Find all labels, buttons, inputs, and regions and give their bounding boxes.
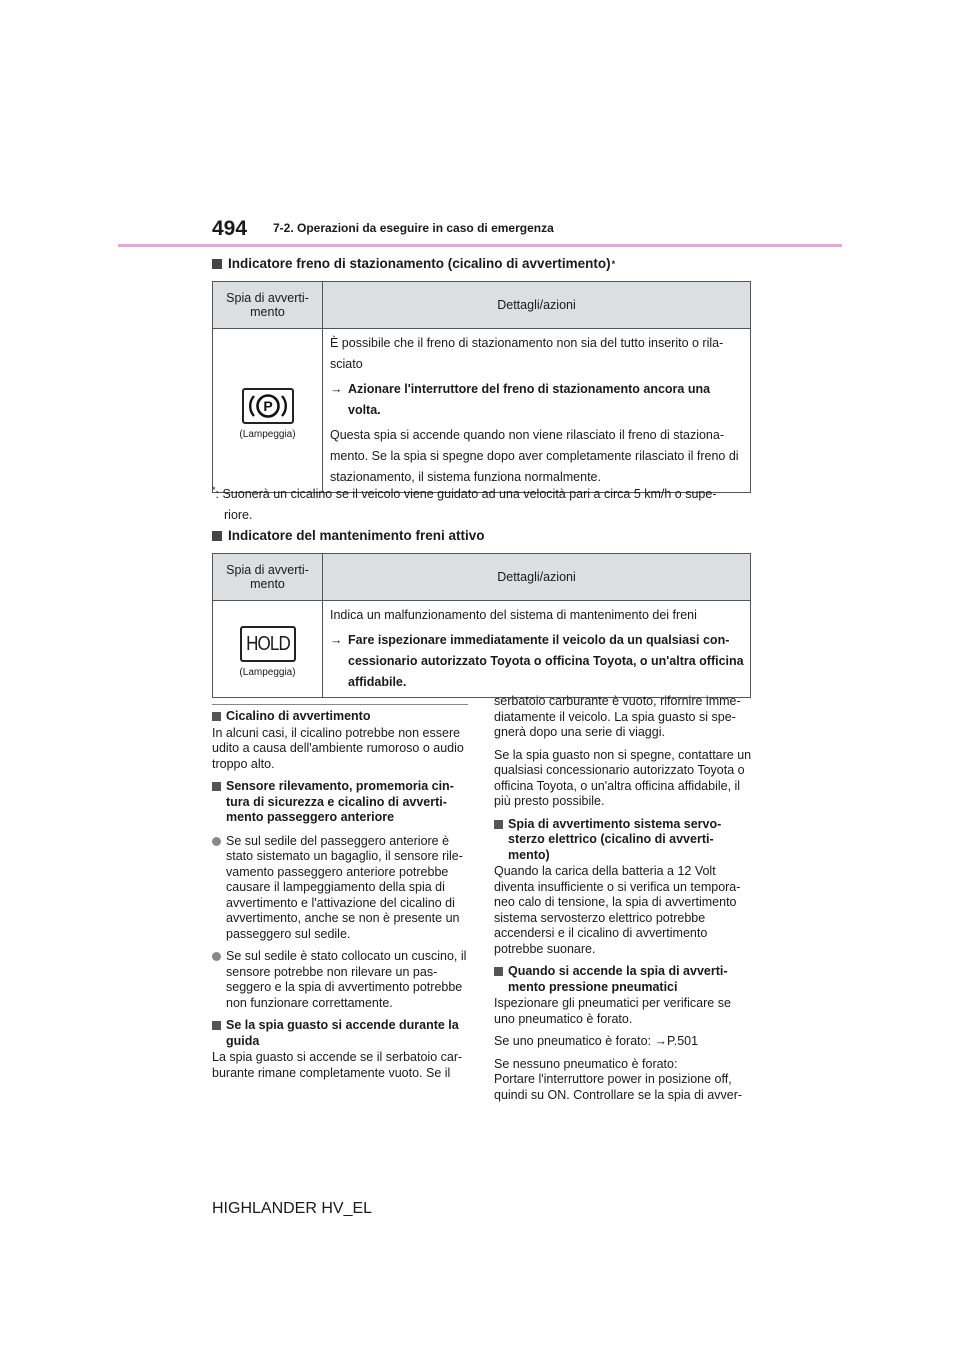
action-instruction: → Azionare l'interruttore del freno di stazionamento ancora una volta.: [330, 379, 744, 421]
brake-hold-icon: HOLD: [240, 626, 296, 662]
note-heading: Se la spia guasto si accende durante la guida: [212, 1018, 470, 1049]
notes-left-column: Cicalino di avvertimento In alcuni casi, il cicalino potrebbe non essere udito a causa dell'ambiente rumoroso o audio troppo alto. Sensore rilevamento, promemoria cin-tura di sicurezza e cicalino di avverti-mento passeggero anteriore Se sul sedile del passeggero anteriore è stato sistemato un bagaglio, il sensore rile-vamento passeggero anteriore potrebbe causare il lampeggiamento della spia di avvertimento e l'attivazione del cicalino di avvertimento, anche se non è presente un passeggero sul sedile. Se sul sedile è stato collocato un cuscino, il sensore potrebbe non rilevare un pas-seggero e la spia di avvertimento potrebbe non funzionare correttamente. Se la spia guasto si accende durante la guida La spia guasto si accende se il serbatoio car-burante rimane completamente vuoto. Se il: [212, 709, 470, 1088]
footnote: *: Suonerà un cicalino se il veicolo viene guidato ad una velocità pari a circa 5 km/h o supe- riore.: [212, 485, 717, 523]
square-bullet-icon: [212, 712, 221, 721]
square-bullet-icon: [212, 782, 221, 791]
column-header-details: Dettagli/azioni: [323, 554, 751, 601]
section-title-parking-brake: Indicatore freno di stazionamento (cicalino di avvertimento) *: [212, 256, 615, 271]
square-bullet-icon: [212, 1021, 221, 1030]
note-heading: Sensore rilevamento, promemoria cin-tura di sicurezza e cicalino di avverti-mento passeggero anteriore: [212, 779, 470, 826]
arrow-icon: →: [330, 633, 343, 647]
svg-text:P: P: [262, 397, 273, 414]
parking-brake-icon: [242, 388, 294, 424]
footnote-mark: *: [611, 258, 616, 269]
warning-light-cell: [213, 329, 323, 493]
model-footer: HIGHLANDER HV_EL: [212, 1200, 373, 1217]
list-item: Se sul sedile è stato collocato un cuscino, il sensore potrebbe non rilevare un pas-seggero e la spia di avvertimento potrebbe non funzionare correttamente.: [212, 949, 470, 1011]
square-bullet-icon: [212, 531, 222, 541]
square-bullet-icon: [494, 820, 503, 829]
note-heading: Spia di avvertimento sistema servo-sterzo elettrico (cicalino di avverti-mento): [494, 817, 752, 864]
note-heading: Cicalino di avvertimento: [212, 709, 470, 725]
column-header-details: Dettagli/azioni: [323, 282, 751, 329]
details-cell: È possibile che il freno di stazionamento non sia del tutto inserito o rila- sciato → Azionare l'interruttore del freno di stazionamento ancora una volta. Questa spia si accende quando non viene rilasciato il freno di staziona- mento. Se la spia si spegne dopo aver completamente rilasciato il freno di stazionamento, il sistema funziona normalmente.: [323, 329, 751, 493]
square-bullet-icon: [212, 259, 222, 269]
details-cell: Indica un malfunzionamento del sistema di mantenimento dei freni → Fare ispezionare immediatamente il veicolo da un qualsiasi con- cessionario autorizzato Toyota o officina Toyota, o un'altra officina affidabile.: [323, 601, 751, 698]
header-rule: [118, 244, 842, 247]
round-bullet-icon: [212, 952, 221, 961]
column-header-light: Spia di avverti- mento: [213, 282, 323, 329]
section-title-brake-hold: Indicatore del mantenimento freni attivo: [212, 528, 485, 543]
brake-hold-table: [212, 553, 751, 698]
chapter-title: 7-2. Operazioni da eseguire in caso di emergenza: [273, 221, 554, 235]
round-bullet-icon: [212, 837, 221, 846]
square-bullet-icon: [494, 967, 503, 976]
column-header-light: Spia di avverti- mento: [213, 554, 323, 601]
flashing-label: (Lampeggia): [239, 428, 296, 440]
warning-light-cell: [213, 601, 323, 698]
notes-divider: [212, 704, 468, 705]
list-item: Se sul sedile del passeggero anteriore è stato sistemato un bagaglio, il sensore rile-vamento passeggero anteriore potrebbe causare il lampeggiamento della spia di avvertimento e l'attivazione del cicalino di avvertimento, anche se non è presente un passeggero sul sedile.: [212, 834, 470, 943]
notes-right-column: serbatoio carburante è vuoto, rifornire imme-diatamente il veicolo. La spia guasto si spe-gnerà dopo una serie di viaggi. Se la spia guasto non si spegne, contattare un qualsiasi concessionario autorizzato Toyota o officina Toyota, o un'altra officina affidabile, il più presto possibile. Spia di avvertimento sistema servo-sterzo elettrico (cicalino di avverti-mento) Quando la carica della batteria a 12 Volt diventa insufficiente o si verifica un tempora-neo calo di tensione, la spia di avvertimento sistema servosterzo elettrico potrebbe accendersi e il cicalino di avvertimento potrebbe suonare. Quando si accende la spia di avverti-mento pressione pneumatici Ispezionare gli pneumatici per verificare se uno pneumatico è forato. Se uno pneumatico è forato: →P.501 Se nessuno pneumatico è forato: Portare l'interruttore power in posizione off, quindi su ON. Controllare se la spia di avver-: [494, 694, 752, 1102]
parking-brake-table: [212, 281, 751, 493]
page-number: 494: [212, 217, 248, 240]
arrow-icon: →: [330, 382, 343, 396]
flashing-label: (Lampeggia): [239, 667, 296, 678]
action-instruction: → Fare ispezionare immediatamente il veicolo da un qualsiasi con- cessionario autorizzato Toyota o officina Toyota, o un'altra officina affidabile.: [330, 630, 744, 693]
note-heading: Quando si accende la spia di avverti-mento pressione pneumatici: [494, 964, 752, 995]
